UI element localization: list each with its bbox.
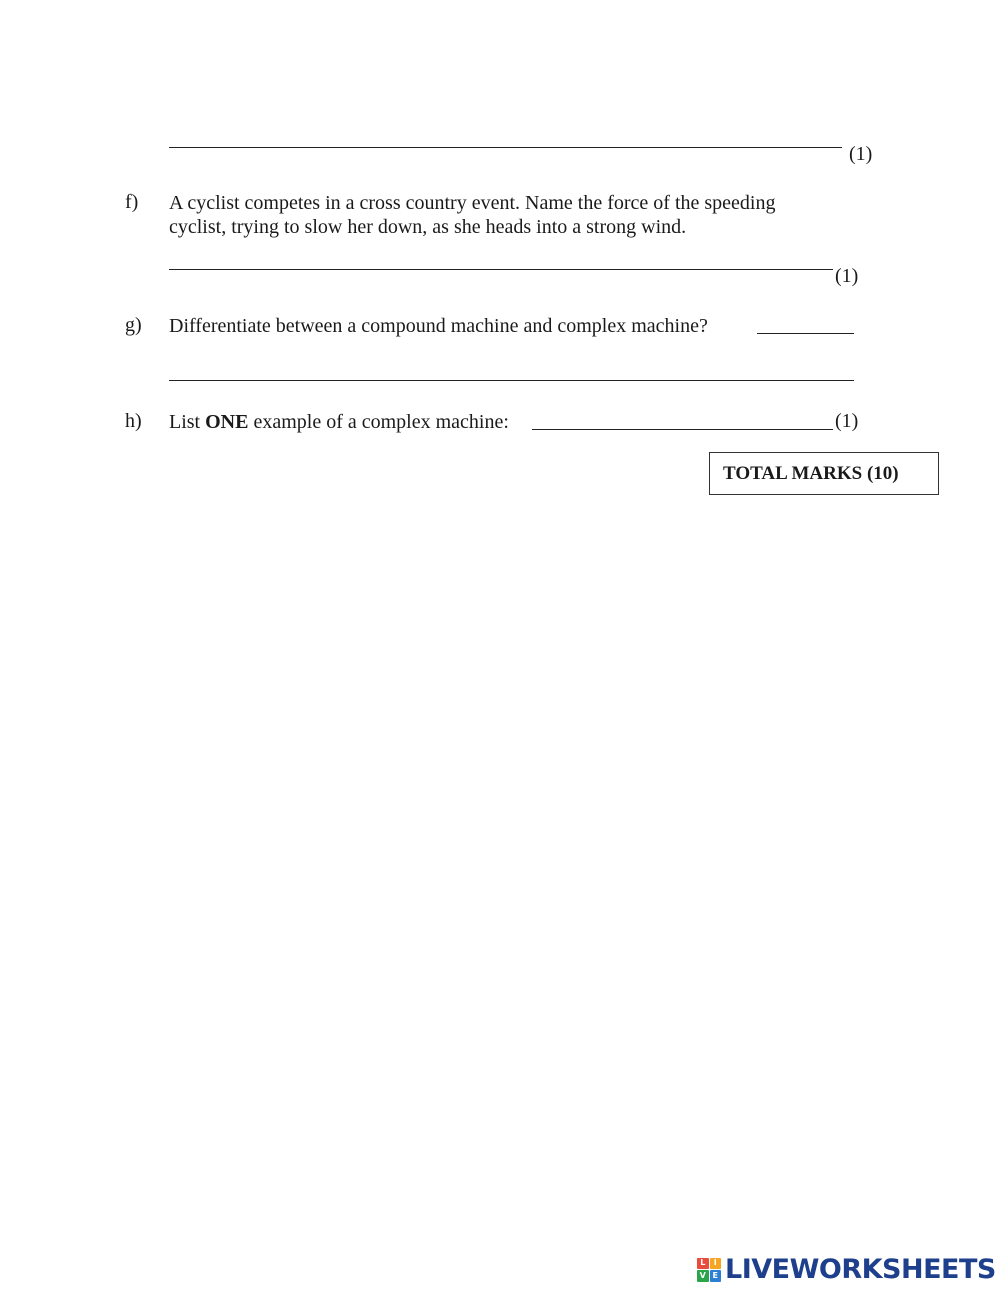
liveworksheets-brand bbox=[697, 1254, 996, 1285]
mark-e: (1) bbox=[849, 143, 873, 165]
answer-line-h[interactable] bbox=[532, 429, 833, 430]
liveworksheets-logo-icon bbox=[697, 1258, 721, 1282]
liveworksheets-wordmark: LIVEWORKSHEETS bbox=[725, 1254, 996, 1285]
logo-letter-i: I bbox=[710, 1258, 722, 1270]
question-h-text bbox=[169, 410, 509, 434]
question-f-text-line2: cyclist, trying to slow her down, as she heads into a strong wind. bbox=[169, 216, 687, 238]
question-g-label: g) bbox=[125, 314, 142, 336]
mark-f: (1) bbox=[835, 265, 859, 287]
question-h-bold: ONE bbox=[205, 411, 249, 433]
logo-letter-e: E bbox=[710, 1270, 722, 1282]
answer-line-e[interactable] bbox=[169, 147, 842, 148]
question-h-label: h) bbox=[125, 410, 142, 432]
mark-h: (1) bbox=[835, 410, 859, 432]
answer-line-f[interactable] bbox=[169, 269, 833, 270]
question-g-text: Differentiate between a compound machine and complex machine? bbox=[169, 315, 708, 337]
question-f-label: f) bbox=[125, 191, 139, 213]
answer-line-g[interactable] bbox=[169, 380, 854, 381]
logo-letter-l: L bbox=[697, 1258, 709, 1270]
answer-line-g-inline[interactable] bbox=[757, 333, 854, 334]
question-f-text-line1: A cyclist competes in a cross country event. Name the force of the speeding bbox=[169, 192, 776, 214]
total-marks-label: TOTAL MARKS (10) bbox=[723, 462, 899, 484]
logo-letter-v: V bbox=[697, 1270, 709, 1282]
total-marks-box bbox=[709, 452, 939, 495]
question-h-text-end: example of a complex machine: bbox=[248, 411, 509, 433]
question-h-text-start: List bbox=[169, 411, 206, 433]
